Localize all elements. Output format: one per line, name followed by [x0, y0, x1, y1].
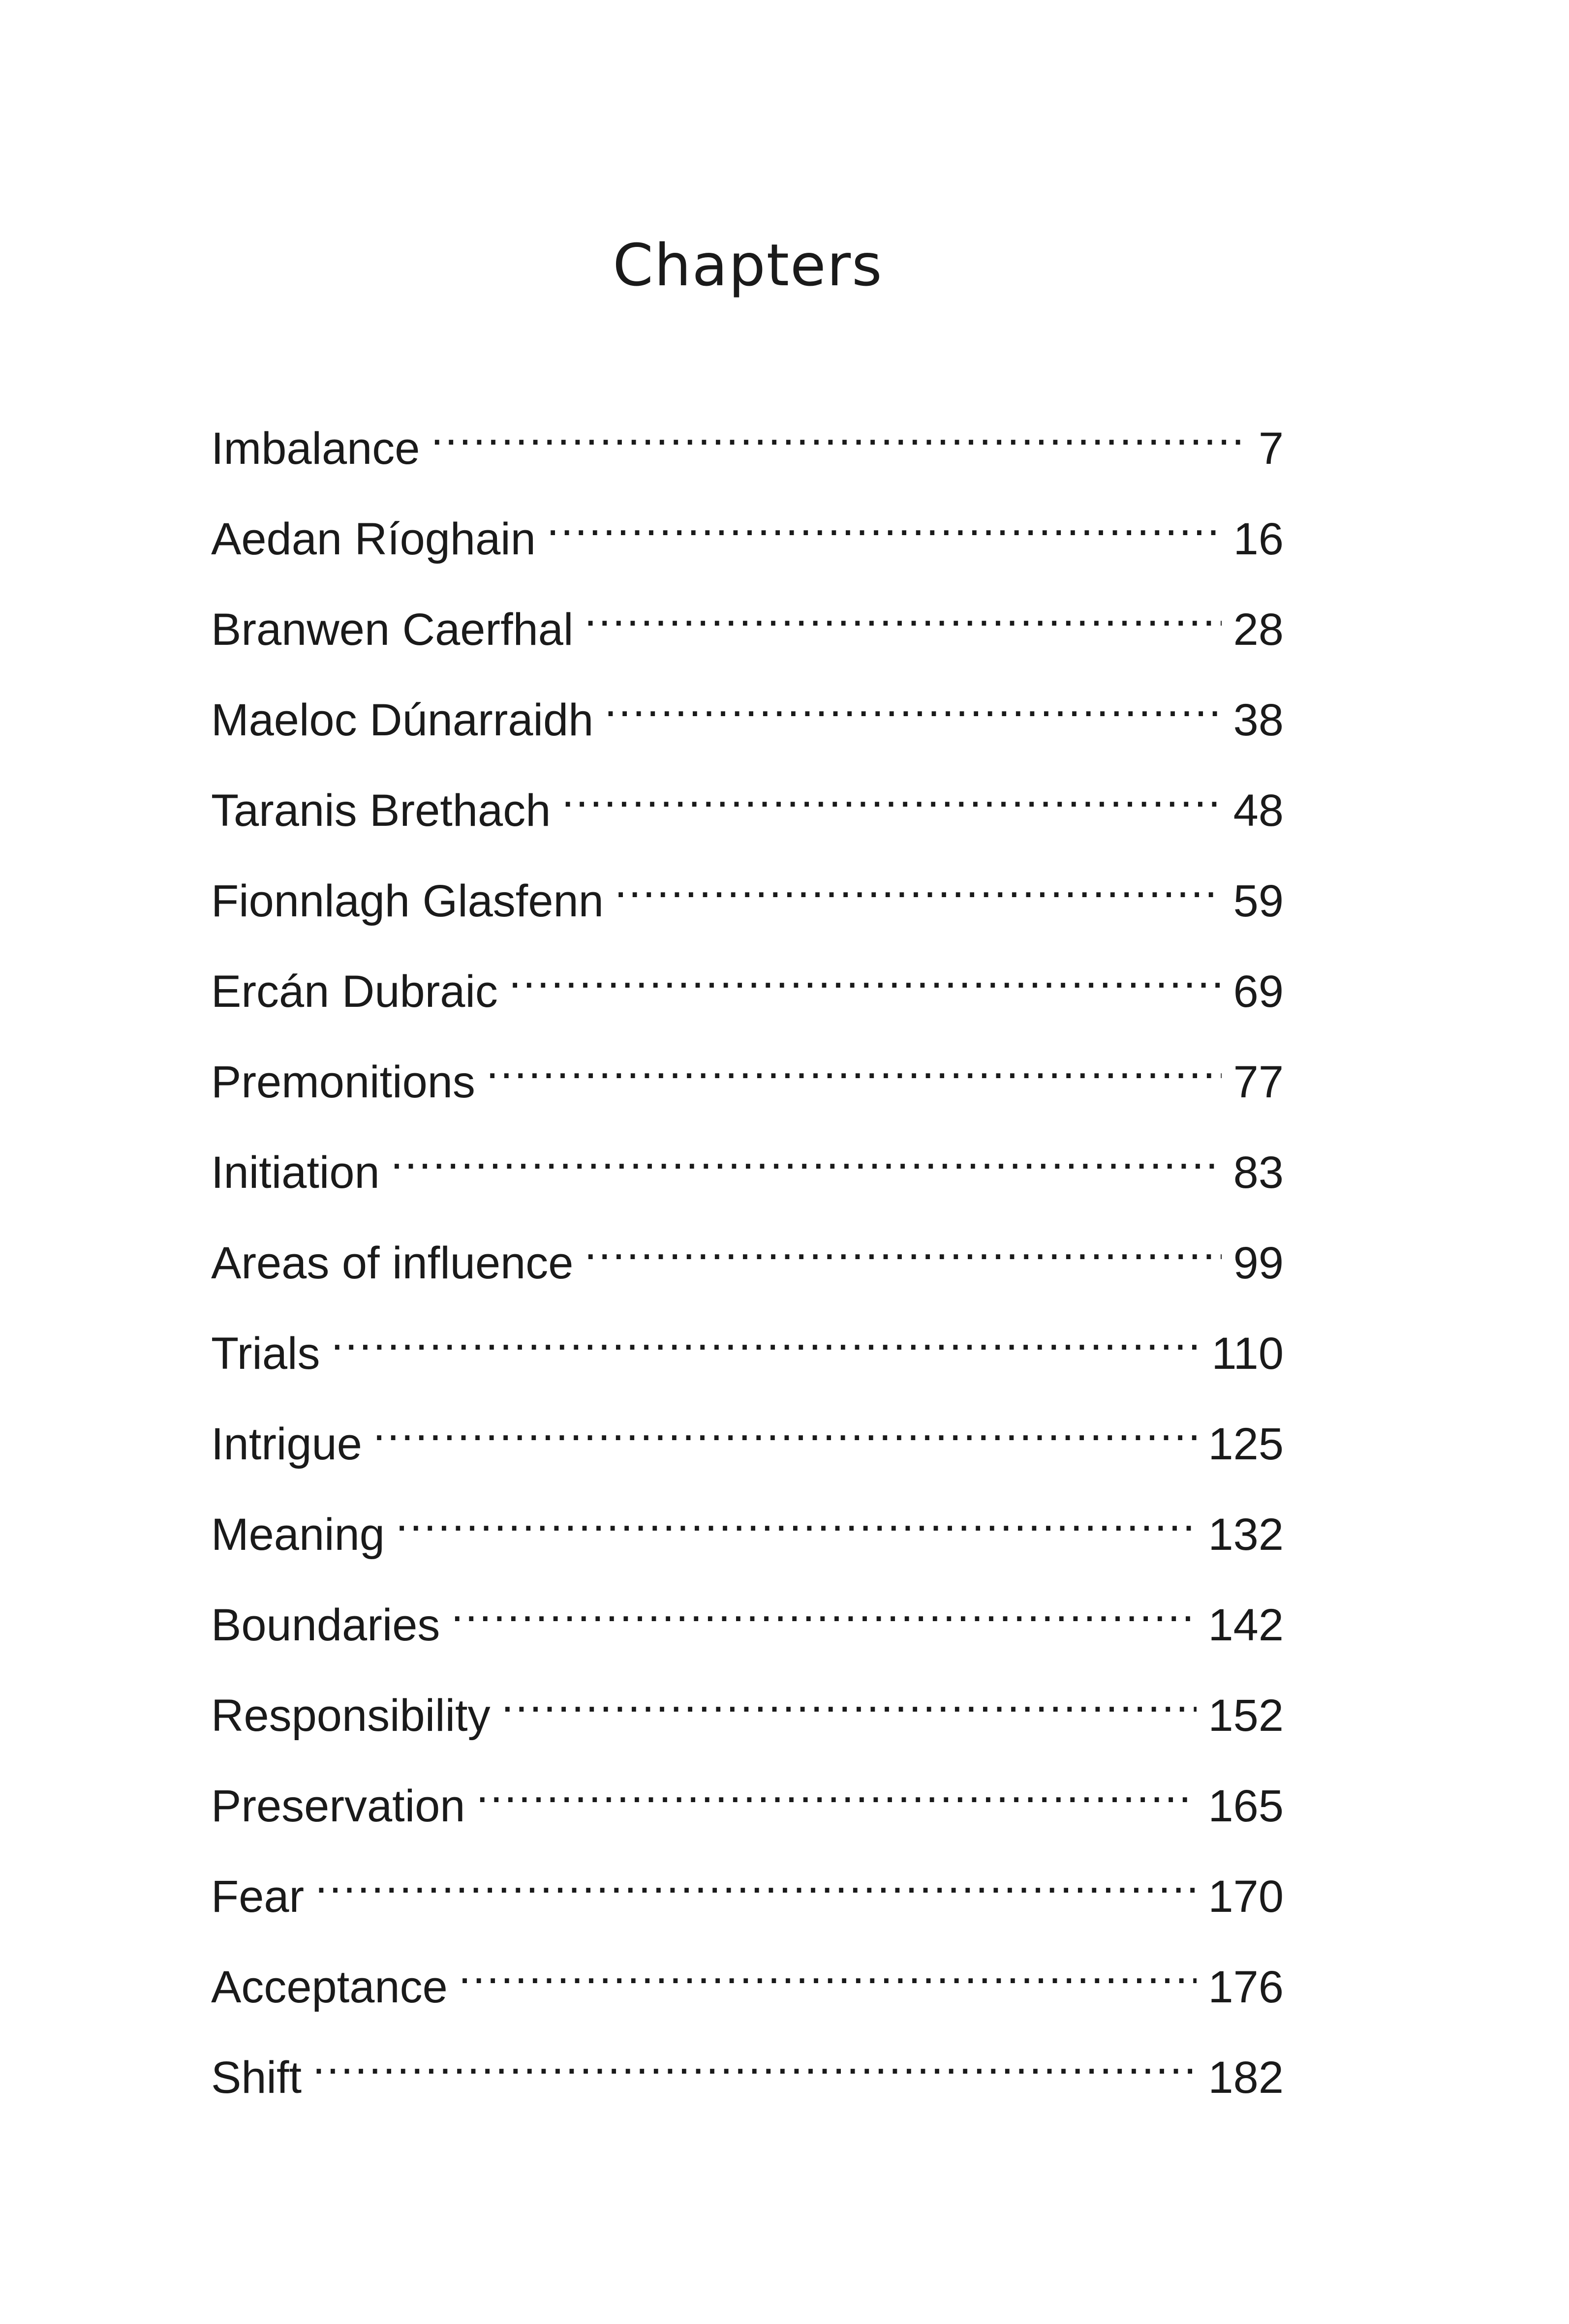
toc-entry	[211, 1319, 1284, 1410]
table-of-contents	[211, 414, 1284, 2134]
chapter-title: Initiation	[211, 1147, 380, 1198]
page-number: 77	[1233, 1057, 1284, 1107]
page-number: 16	[1233, 514, 1284, 564]
page-title: Chapters	[613, 231, 883, 299]
chapter-title: Trials	[211, 1328, 320, 1379]
chapter-title: Taranis Brethach	[211, 785, 551, 836]
dot-leader	[615, 867, 1222, 916]
chapter-title: Responsibility	[211, 1690, 491, 1741]
toc-entry	[211, 776, 1284, 867]
chapter-title: Branwen Caerfhal	[211, 604, 574, 655]
toc-entry	[211, 1591, 1284, 1681]
dot-leader	[509, 958, 1222, 1007]
toc-entry	[211, 1500, 1284, 1591]
toc-entry	[211, 505, 1284, 595]
toc-entry	[211, 1681, 1284, 1772]
toc-entry	[211, 1138, 1284, 1229]
page-number: 7	[1258, 423, 1284, 474]
chapter-title: Shift	[211, 2052, 302, 2103]
page-number: 170	[1208, 1871, 1284, 1922]
toc-entry	[211, 957, 1284, 1048]
dot-leader	[315, 1863, 1196, 1912]
page-number: 83	[1233, 1147, 1284, 1198]
chapter-title: Aedan Ríoghain	[211, 514, 536, 564]
toc-entry	[211, 1048, 1284, 1138]
toc-entry	[211, 1953, 1284, 2043]
toc-entry	[211, 1410, 1284, 1500]
dot-leader	[604, 686, 1221, 735]
toc-entry	[211, 686, 1284, 776]
dot-leader	[501, 1682, 1197, 1731]
chapter-title: Areas of influence	[211, 1238, 574, 1288]
chapter-title: Premonitions	[211, 1057, 475, 1107]
dot-leader	[561, 777, 1221, 826]
page-number: 176	[1208, 1962, 1284, 2012]
page-number: 59	[1233, 876, 1284, 926]
page-number: 125	[1208, 1419, 1284, 1469]
chapter-title: Meaning	[211, 1509, 385, 1560]
page-number: 110	[1211, 1328, 1284, 1379]
page-number: 182	[1208, 2052, 1284, 2103]
page-number: 48	[1233, 785, 1284, 836]
toc-entry	[211, 1229, 1284, 1319]
dot-leader	[547, 505, 1222, 554]
dot-leader	[396, 1501, 1197, 1550]
chapter-title: Maeloc Dúnarraidh	[211, 695, 594, 745]
page-number: 165	[1208, 1781, 1284, 1831]
dot-leader	[373, 1410, 1197, 1459]
chapter-title: Intrigue	[211, 1419, 362, 1469]
dot-leader	[391, 1139, 1222, 1188]
page-number: 69	[1233, 966, 1284, 1017]
dot-leader	[584, 1229, 1221, 1278]
page-number: 28	[1233, 604, 1284, 655]
toc-entry	[211, 867, 1284, 957]
page-number: 38	[1233, 695, 1284, 745]
dot-leader	[431, 415, 1246, 464]
dot-leader	[331, 1320, 1200, 1369]
toc-entry	[211, 595, 1284, 686]
dot-leader	[476, 1772, 1196, 1821]
chapter-title: Fionnlagh Glasfenn	[211, 876, 604, 926]
chapter-title: Preservation	[211, 1781, 465, 1831]
toc-entry	[211, 414, 1284, 505]
toc-entry	[211, 1772, 1284, 1862]
page-number: 142	[1208, 1600, 1284, 1650]
chapter-title: Imbalance	[211, 423, 420, 474]
dot-leader	[459, 1953, 1197, 2002]
chapter-title: Fear	[211, 1871, 305, 1922]
toc-entry	[211, 2043, 1284, 2134]
dot-leader	[451, 1591, 1196, 1640]
dot-leader	[486, 1048, 1222, 1097]
page-number: 99	[1233, 1238, 1284, 1288]
chapter-title: Boundaries	[211, 1600, 440, 1650]
toc-entry	[211, 1862, 1284, 1953]
page-number: 132	[1208, 1509, 1284, 1560]
chapter-title: Ercán Dubraic	[211, 966, 498, 1017]
chapter-title: Acceptance	[211, 1962, 448, 2012]
dot-leader	[312, 2044, 1196, 2093]
dot-leader	[584, 596, 1221, 645]
page-number: 152	[1208, 1690, 1284, 1741]
